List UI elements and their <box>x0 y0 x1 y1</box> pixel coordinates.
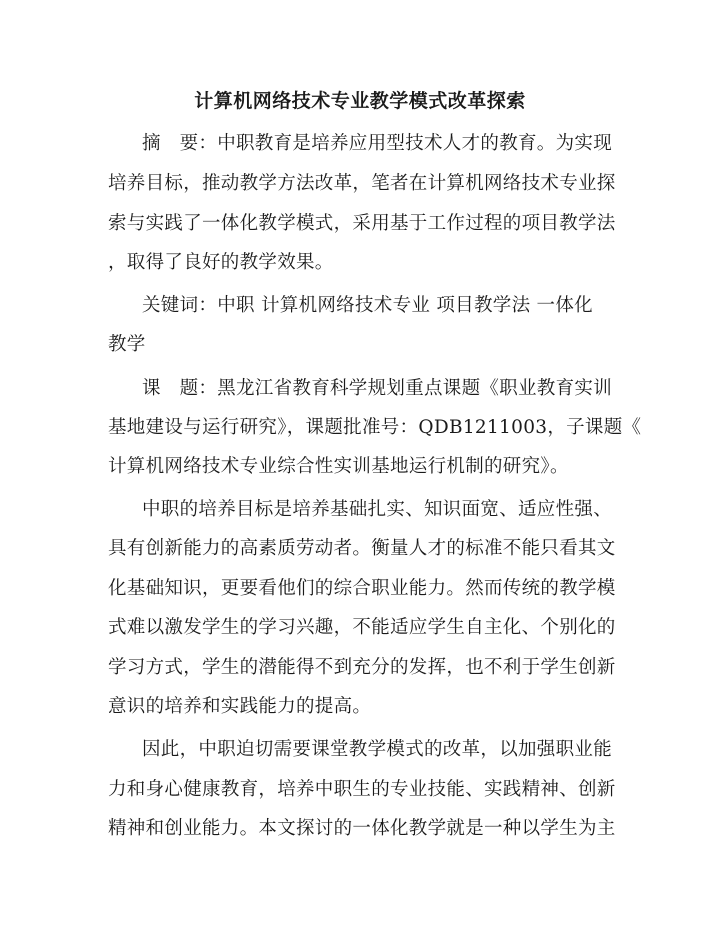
body-line: 精神和创业能力。本文探讨的一体化教学就是一种以学生为主 <box>108 818 616 839</box>
document-title: 计算机网络技术专业教学模式改革探索 <box>194 90 526 112</box>
body-line: 具有创新能力的高素质劳动者。衡量人才的标准不能只看其文 <box>108 538 616 559</box>
abstract-line: 摘 要：中职教育是培养应用型技术人才的教育。为实现 <box>142 133 613 154</box>
body-line: 化基础知识，更要看他们的综合职业能力。然而传统的教学模 <box>108 578 616 599</box>
abstract-line: ，取得了良好的教学效果。 <box>108 252 334 273</box>
keywords-line: 教学 <box>108 334 146 355</box>
abstract-line: 培养目标，推动教学方法改革，笔者在计算机网络技术专业探 <box>108 173 616 194</box>
keywords-line: 关键词：中职 计算机网络技术专业 项目教学法 一体化 <box>142 295 593 316</box>
project-line: 课 题：黑龙江省教育科学规划重点课题《职业教育实训 <box>142 378 613 399</box>
body-line: 意识的培养和实践能力的提高。 <box>108 696 372 717</box>
body-line: 力和身心健康教育，培养中职生的专业技能、实践精神、创新 <box>108 779 616 800</box>
abstract-line: 索与实践了一体化教学模式，采用基于工作过程的项目教学法 <box>108 213 616 234</box>
body-line: 中职的培养目标是培养基础扎实、知识面宽、适应性强、 <box>142 499 613 520</box>
project-line: 基地建设与运行研究》，课题批准号：QDB1211003，子课题《 <box>108 417 642 438</box>
body-line: 因此，中职迫切需要课堂教学模式的改革，以加强职业能 <box>142 739 613 760</box>
body-line: 学习方式，学生的潜能得不到充分的发挥，也不利于学生创新 <box>108 657 616 678</box>
body-line: 式难以激发学生的学习兴趣，不能适应学生自主化、个别化的 <box>108 617 616 638</box>
project-line: 计算机网络技术专业综合性实训基地运行机制的研究》。 <box>108 456 569 477</box>
